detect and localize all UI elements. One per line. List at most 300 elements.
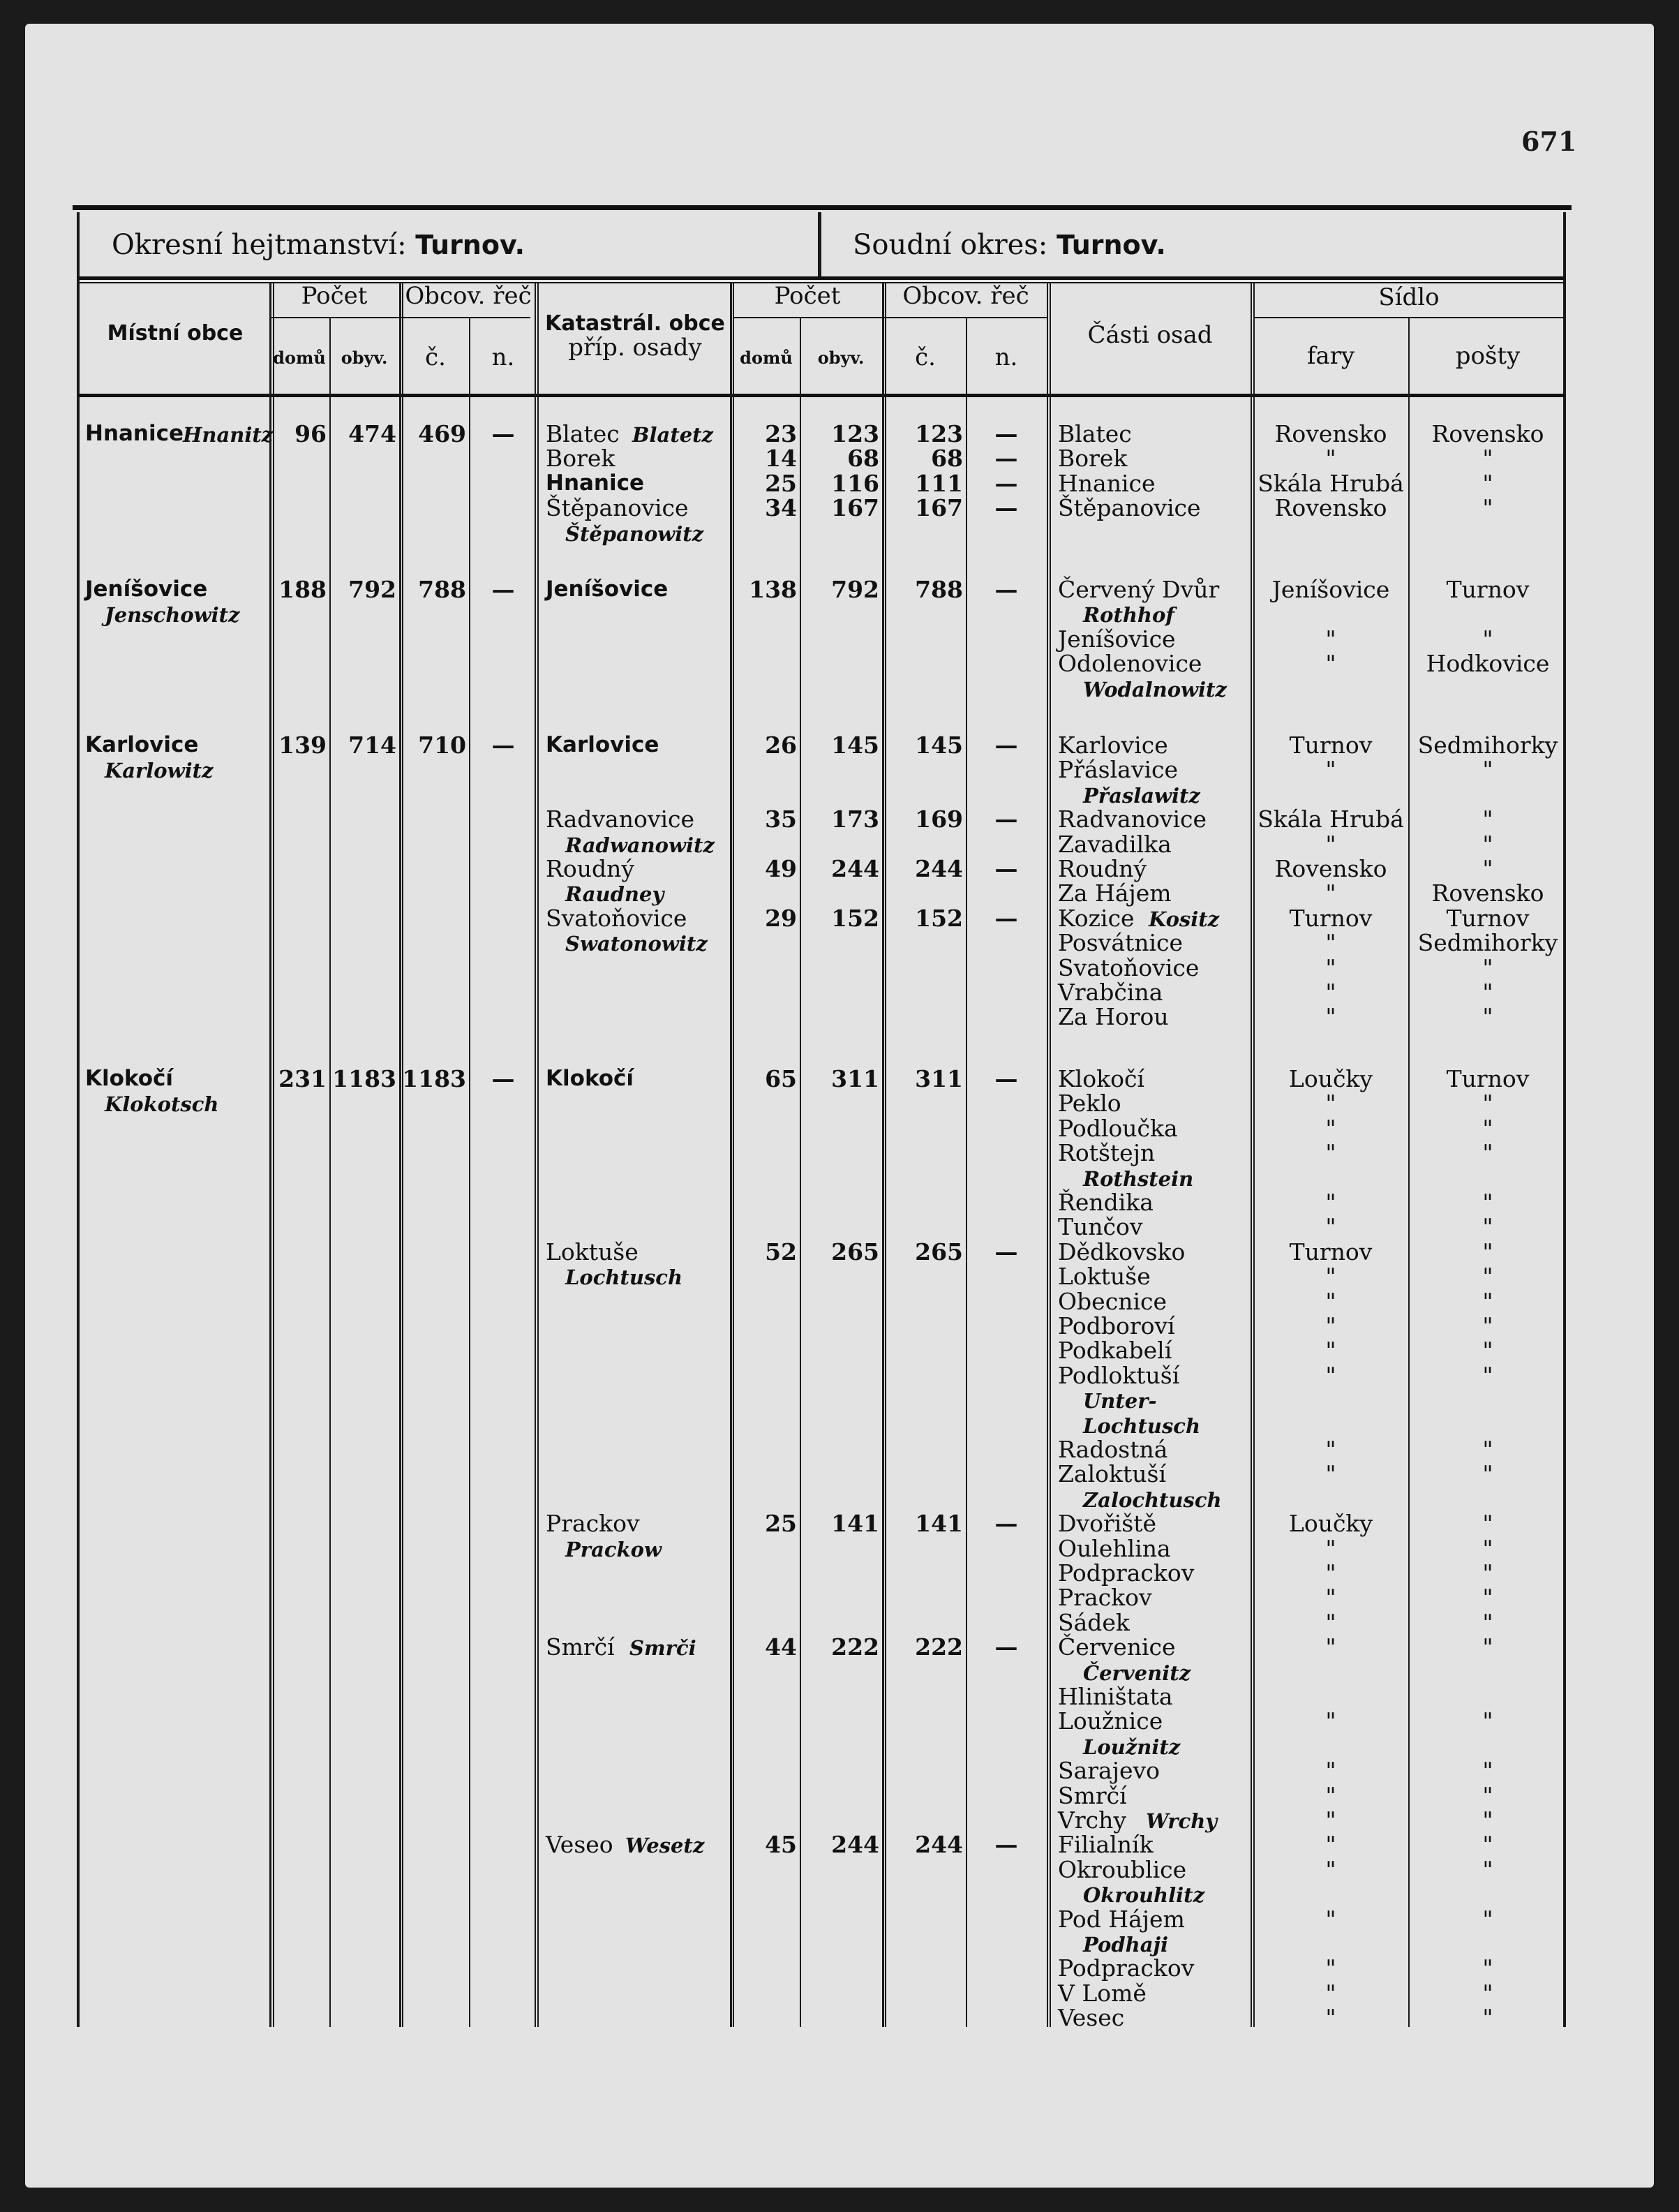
column-line xyxy=(730,282,732,2027)
settlement-part: Borek xyxy=(1058,445,1128,472)
post-office-seat: " xyxy=(1482,1954,1493,1982)
cadastral-population: 173 xyxy=(831,806,879,833)
cadastral-german: — xyxy=(994,420,1018,447)
settlement-part-german: Červenitz xyxy=(1083,1661,1191,1685)
cadastral-name: Roudný xyxy=(546,855,634,882)
cadastral-houses: 138 xyxy=(749,576,797,603)
cadastral-name: Hnanice xyxy=(546,470,645,496)
settlement-part: Štěpanovice xyxy=(1058,494,1201,521)
settlement-part: Karlovice xyxy=(1058,732,1168,759)
settlement-part: Loktuše xyxy=(1058,1263,1151,1290)
german-speakers: — xyxy=(491,420,515,447)
settlement-part: Tunčov xyxy=(1058,1213,1143,1240)
settlement-part-german: Unter- xyxy=(1083,1389,1157,1413)
cadastral-houses: 23 xyxy=(765,420,797,447)
col-n: n. xyxy=(491,343,515,371)
post-office-seat: " xyxy=(1482,1757,1493,1784)
post-office-seat: Turnov xyxy=(1446,1065,1530,1092)
top-rule xyxy=(73,205,1572,210)
col-obcov-rec-2: Obcov. řeč xyxy=(902,282,1029,310)
parish-seat: " xyxy=(1325,625,1336,653)
settlement-part-german: Kositz xyxy=(1149,907,1220,931)
col-katastr-2: příp. osady xyxy=(568,334,702,362)
parish-seat: " xyxy=(1325,1288,1336,1315)
cadastral-name: Klokočí xyxy=(546,1066,634,1091)
parish-seat: " xyxy=(1325,1584,1336,1611)
settlement-part: Filialník xyxy=(1058,1831,1154,1858)
parish-seat: Rovensko xyxy=(1274,494,1387,521)
parish-seat: " xyxy=(1325,1436,1336,1463)
cadastral-german: — xyxy=(994,1510,1018,1537)
settlement-part-german: Rothstein xyxy=(1083,1167,1194,1191)
col-c: č. xyxy=(425,343,446,371)
settlement-part: Loužnice xyxy=(1058,1707,1163,1735)
settlement-part: V Lomě xyxy=(1058,1980,1147,2007)
parish-seat: " xyxy=(1325,1460,1336,1487)
settlement-part: Sádek xyxy=(1058,1609,1130,1636)
settlement-part-german: Wodalnowitz xyxy=(1083,678,1227,702)
col-fary: fary xyxy=(1306,342,1355,370)
german-speakers: — xyxy=(491,576,515,603)
post-office-seat: Turnov xyxy=(1446,905,1530,932)
post-office-seat: " xyxy=(1482,954,1493,981)
cadastral-houses: 45 xyxy=(765,1831,797,1858)
settlement-part: Odolenovice xyxy=(1058,650,1202,677)
cadastral-population: 265 xyxy=(831,1238,879,1265)
settlement-part: Hliništata xyxy=(1058,1683,1173,1710)
parish-seat: Turnov xyxy=(1289,905,1373,932)
parish-seat: " xyxy=(1325,1312,1336,1339)
german-speakers: — xyxy=(491,1065,515,1092)
col-domu: domů xyxy=(273,348,326,368)
cadastral-german-name: Štěpanowitz xyxy=(565,522,704,546)
cadastral-german: — xyxy=(994,855,1018,882)
settlement-part: Červený Dvůr xyxy=(1058,576,1220,603)
municipality-german-name: Hnanitz xyxy=(183,423,274,447)
parish-seat: " xyxy=(1325,1633,1336,1661)
cadastral-czech: 169 xyxy=(915,806,963,833)
post-office-seat: " xyxy=(1482,1337,1493,1364)
settlement-part: Kozice xyxy=(1058,905,1135,932)
post-office-seat: " xyxy=(1482,855,1493,882)
settlement-part: Rotštejn xyxy=(1058,1139,1156,1166)
post-office-seat: " xyxy=(1482,625,1493,653)
cadastral-german: — xyxy=(994,494,1018,521)
column-line xyxy=(329,318,331,2027)
parish-seat: " xyxy=(1325,445,1336,472)
parish-seat: " xyxy=(1325,1757,1336,1784)
post-office-seat: " xyxy=(1482,1003,1493,1030)
parish-seat: Loučky xyxy=(1288,1065,1373,1092)
cadastral-houses: 49 xyxy=(765,855,797,882)
district-title xyxy=(112,229,525,261)
settlement-part: Podboroví xyxy=(1058,1312,1175,1339)
houses-count: 188 xyxy=(278,576,327,603)
page-number: 671 xyxy=(1521,126,1577,157)
settlement-part: Podloučka xyxy=(1058,1115,1178,1142)
cadastral-german: — xyxy=(994,732,1018,759)
parish-seat: " xyxy=(1325,2004,1336,2031)
municipality-name: Karlovice xyxy=(85,732,199,757)
parish-seat: Rovensko xyxy=(1274,855,1387,882)
parish-seat: " xyxy=(1325,1090,1336,1117)
post-office-seat: " xyxy=(1482,1906,1493,1933)
cadastral-german-name: Lochtusch xyxy=(565,1265,683,1289)
post-office-seat: " xyxy=(1482,831,1493,858)
col-posty: pošty xyxy=(1455,342,1521,370)
cadastral-german: — xyxy=(994,445,1018,472)
post-office-seat: " xyxy=(1482,1609,1493,1636)
settlement-part: Okroublice xyxy=(1058,1856,1187,1883)
houses-count: 96 xyxy=(294,420,327,447)
settlement-part: Smrčí xyxy=(1058,1782,1127,1809)
cadastral-czech: 167 xyxy=(915,494,963,521)
houses-count: 139 xyxy=(278,732,327,759)
cadastral-population: 311 xyxy=(831,1065,879,1092)
population-count: 792 xyxy=(348,576,396,603)
parish-seat: " xyxy=(1325,1906,1336,1933)
cadastral-population: 116 xyxy=(831,470,879,497)
post-office-seat: " xyxy=(1482,1312,1493,1339)
cadastral-population: 244 xyxy=(831,1831,879,1858)
post-office-seat: " xyxy=(1482,1213,1493,1240)
col-obyv-2: obyv. xyxy=(817,348,865,368)
cadastral-houses: 25 xyxy=(765,470,797,497)
column-line xyxy=(1050,282,1051,2027)
parish-seat: " xyxy=(1325,1954,1336,1982)
col-mistni-obec: Místní obce xyxy=(107,321,244,346)
municipality-german-name: Klokotsch xyxy=(105,1092,219,1116)
parish-seat: " xyxy=(1325,979,1336,1006)
subhdr-rule-2 xyxy=(733,317,1047,318)
population-count: 1183 xyxy=(332,1065,396,1092)
settlement-part: Vrchy xyxy=(1058,1806,1126,1834)
column-line xyxy=(966,318,967,2027)
post-office-seat: " xyxy=(1482,1139,1493,1166)
column-line xyxy=(402,282,403,2027)
parish-seat: " xyxy=(1325,1362,1336,1389)
municipality-german-name: Karlowitz xyxy=(105,759,214,782)
cadastral-czech: 152 xyxy=(915,905,963,932)
cadastral-houses: 34 xyxy=(765,494,797,521)
col-c-2: č. xyxy=(915,343,936,371)
cadastral-name: Jeníšovice xyxy=(546,577,669,602)
settlement-part: Svatoňovice xyxy=(1058,954,1200,981)
cadastral-german: — xyxy=(994,905,1018,932)
col-domu-2: domů xyxy=(740,348,793,368)
parish-seat: " xyxy=(1325,1337,1336,1364)
parish-seat: " xyxy=(1325,1003,1336,1030)
post-office-seat: Rovensko xyxy=(1431,879,1544,907)
settlement-part: Dvořiště xyxy=(1058,1510,1157,1537)
post-office-seat: " xyxy=(1482,2004,1493,2031)
cadastral-german: — xyxy=(994,1065,1018,1092)
cadastral-name: Smrčí xyxy=(546,1633,615,1661)
czech-speakers: 788 xyxy=(418,576,466,603)
cadastral-name: Svatoňovice xyxy=(546,905,687,932)
cadastral-german-name: Wesetz xyxy=(625,1834,705,1857)
cadastral-german-name: Prackow xyxy=(565,1538,662,1561)
cadastral-german: — xyxy=(994,1831,1018,1858)
settlement-part: Klokočí xyxy=(1058,1065,1144,1092)
post-office-seat: Sedmihorky xyxy=(1417,732,1558,759)
cadastral-czech: 145 xyxy=(915,732,963,759)
parish-seat: " xyxy=(1325,879,1336,907)
settlement-part: Za Horou xyxy=(1058,1003,1169,1030)
parish-seat: Turnov xyxy=(1289,732,1373,759)
parish-seat: " xyxy=(1325,1189,1336,1216)
czech-speakers: 1183 xyxy=(402,1065,466,1092)
colhdr-bottom-rule xyxy=(78,394,1565,397)
settlement-part: Podprackov xyxy=(1058,1559,1195,1587)
settlement-part: Roudný xyxy=(1058,855,1147,882)
column-line xyxy=(733,282,734,2027)
cadastral-czech: 68 xyxy=(931,445,963,472)
cadastral-german-name: Radwanowitz xyxy=(565,833,715,857)
column-line xyxy=(1047,282,1048,2027)
column-line xyxy=(273,282,274,2027)
post-office-seat: " xyxy=(1482,1436,1493,1463)
col-n-2: n. xyxy=(994,343,1018,371)
cadastral-population: 68 xyxy=(847,445,879,472)
cadastral-czech: 141 xyxy=(915,1510,963,1537)
settlement-part-german: Přaslawitz xyxy=(1083,784,1200,808)
settlement-part-german: Rothhof xyxy=(1083,603,1174,627)
cadastral-houses: 25 xyxy=(765,1510,797,1537)
parish-seat: Skála Hrubá xyxy=(1258,470,1404,497)
cadastral-german: — xyxy=(994,806,1018,833)
cadastral-name: Radvanovice xyxy=(546,806,695,833)
settlement-part: Jeníšovice xyxy=(1058,625,1176,653)
cadastral-population: 152 xyxy=(831,905,879,932)
municipality-name: Jeníšovice xyxy=(85,577,208,602)
settlement-part: Sarajevo xyxy=(1058,1757,1161,1784)
cadastral-german-name: Raudney xyxy=(565,882,664,906)
czech-speakers: 469 xyxy=(418,420,466,447)
cadastral-population: 141 xyxy=(831,1510,879,1537)
column-line xyxy=(537,282,539,2027)
municipality-german-name: Jenschowitz xyxy=(105,603,240,627)
post-office-seat: " xyxy=(1482,445,1493,472)
parish-seat: " xyxy=(1325,1213,1336,1240)
settlement-part: Dědkovsko xyxy=(1058,1238,1186,1265)
czech-speakers: 710 xyxy=(418,732,466,759)
post-office-seat: " xyxy=(1482,1831,1493,1858)
cadastral-czech: 265 xyxy=(915,1238,963,1265)
settlement-part-german: Wrchy xyxy=(1146,1809,1218,1833)
settlement-part: Podloktuší xyxy=(1058,1362,1180,1389)
parish-seat: " xyxy=(1325,1609,1336,1636)
settlement-part: Červenice xyxy=(1058,1633,1176,1661)
cadastral-german-name: Swatonowitz xyxy=(565,932,708,956)
cadastral-houses: 35 xyxy=(765,806,797,833)
municipality-name: Hnanice xyxy=(85,421,184,446)
parish-seat: Turnov xyxy=(1289,1238,1373,1265)
post-office-seat: " xyxy=(1482,1263,1493,1290)
post-office-seat: Sedmihorky xyxy=(1417,929,1558,956)
settlement-part-german: Loužnitz xyxy=(1083,1735,1181,1759)
settlement-part-german: Podhaji xyxy=(1083,1933,1169,1957)
cadastral-german: — xyxy=(994,1238,1018,1265)
post-office-seat: " xyxy=(1482,1510,1493,1537)
german-speakers: — xyxy=(491,732,515,759)
court-value: Turnov. xyxy=(1056,230,1166,260)
parish-seat: " xyxy=(1325,954,1336,981)
post-office-seat: " xyxy=(1482,756,1493,783)
cadastral-name: Štěpanovice xyxy=(546,494,689,521)
cadastral-german-name: Smrči xyxy=(629,1636,696,1660)
settlement-part-german: Okrouhlitz xyxy=(1083,1883,1205,1907)
settlement-part-german: Zalochtusch xyxy=(1083,1488,1222,1512)
column-line xyxy=(1251,282,1252,2027)
parish-seat: " xyxy=(1325,929,1336,956)
post-office-seat: " xyxy=(1482,1806,1493,1834)
houses-count: 231 xyxy=(278,1065,327,1092)
parish-seat: " xyxy=(1325,1856,1336,1883)
parish-seat: " xyxy=(1325,1980,1336,2007)
municipality-name: Klokočí xyxy=(85,1066,174,1091)
cadastral-population: 792 xyxy=(831,576,879,603)
district-value: Turnov. xyxy=(415,230,525,260)
parish-seat: " xyxy=(1325,1559,1336,1587)
post-office-seat: " xyxy=(1482,1090,1493,1117)
cadastral-czech: 222 xyxy=(915,1633,963,1661)
cadastral-czech: 111 xyxy=(915,470,963,497)
settlement-part: Peklo xyxy=(1058,1090,1121,1117)
cadastral-houses: 65 xyxy=(765,1065,797,1092)
settlement-part: Oulehlina xyxy=(1058,1535,1171,1562)
post-office-seat: " xyxy=(1482,1460,1493,1487)
col-pocet: Počet xyxy=(301,282,368,310)
cadastral-name: Karlovice xyxy=(546,732,659,757)
parish-seat: " xyxy=(1325,1263,1336,1290)
post-office-seat: " xyxy=(1482,1856,1493,1883)
parish-seat: " xyxy=(1325,1782,1336,1809)
cadastral-czech: 244 xyxy=(915,855,963,882)
settlement-part: Posvátnice xyxy=(1058,929,1184,956)
col-obyv: obyv. xyxy=(341,348,388,368)
cadastral-population: 145 xyxy=(831,732,879,759)
col-obcov-rec: Obcov. řeč xyxy=(405,282,532,310)
cadastral-czech: 244 xyxy=(915,1831,963,1858)
column-line xyxy=(885,282,886,2027)
parish-seat: " xyxy=(1325,1115,1336,1142)
settlement-part: Prackov xyxy=(1058,1584,1152,1611)
parish-seat: " xyxy=(1325,1139,1336,1166)
parish-seat: " xyxy=(1325,1831,1336,1858)
settlement-part: Blatec xyxy=(1058,420,1132,447)
cadastral-name: Loktuše xyxy=(546,1238,639,1265)
cadastral-population: 222 xyxy=(831,1633,879,1661)
post-office-seat: " xyxy=(1482,494,1493,521)
column-line xyxy=(1408,318,1410,2027)
cadastral-name: Borek xyxy=(546,445,615,472)
frame-left xyxy=(77,212,80,2027)
cadastral-houses: 14 xyxy=(765,445,797,472)
settlement-part: Radostná xyxy=(1058,1436,1168,1463)
post-office-seat: " xyxy=(1482,470,1493,497)
post-office-seat: " xyxy=(1482,979,1493,1006)
cadastral-czech: 311 xyxy=(915,1065,963,1092)
post-office-seat: " xyxy=(1482,1238,1493,1265)
cadastral-houses: 44 xyxy=(765,1633,797,1661)
parish-seat: Jeníšovice xyxy=(1271,576,1390,603)
district-label: Okresní hejtmanství: xyxy=(112,229,407,261)
header-divider xyxy=(818,212,821,276)
settlement-part: Řendika xyxy=(1058,1189,1154,1216)
settlement-part: Vrabčina xyxy=(1058,979,1163,1006)
population-count: 714 xyxy=(348,732,396,759)
parish-seat: " xyxy=(1325,650,1336,677)
post-office-seat: Rovensko xyxy=(1431,420,1544,447)
cadastral-name: Blatec xyxy=(546,420,620,447)
post-office-seat: " xyxy=(1482,1633,1493,1661)
cadastral-german-name: Blatetz xyxy=(632,423,714,447)
parish-seat: Loučky xyxy=(1288,1510,1373,1537)
column-line xyxy=(882,282,884,2027)
settlement-part: Přáslavice xyxy=(1058,756,1179,783)
post-office-seat: " xyxy=(1482,1584,1493,1611)
column-line xyxy=(399,282,401,2027)
settlement-part: Zaloktuší xyxy=(1058,1460,1167,1487)
col-casti-osad: Části osad xyxy=(1087,321,1213,349)
column-line xyxy=(800,318,801,2027)
cadastral-czech: 123 xyxy=(915,420,963,447)
cadastral-czech: 788 xyxy=(915,576,963,603)
post-office-seat: " xyxy=(1482,1707,1493,1735)
parish-seat: " xyxy=(1325,756,1336,783)
settlement-part: Pod Hájem xyxy=(1058,1906,1185,1933)
post-office-seat: " xyxy=(1482,1288,1493,1315)
court-label: Soudní okres: xyxy=(853,229,1048,261)
column-line xyxy=(469,318,470,2027)
parish-seat: " xyxy=(1325,1806,1336,1834)
cadastral-houses: 26 xyxy=(765,732,797,759)
post-office-seat: Hodkovice xyxy=(1426,650,1550,677)
post-office-seat: " xyxy=(1482,1535,1493,1562)
cadastral-german: — xyxy=(994,470,1018,497)
cadastral-population: 244 xyxy=(831,855,879,882)
column-line xyxy=(535,282,536,2027)
parish-seat: " xyxy=(1325,1535,1336,1562)
settlement-part-german: Lochtusch xyxy=(1083,1414,1201,1438)
cadastral-population: 167 xyxy=(831,494,879,521)
parish-seat: Skála Hrubá xyxy=(1258,806,1404,833)
parish-seat: Rovensko xyxy=(1274,420,1387,447)
settlement-part: Radvanovice xyxy=(1058,806,1207,833)
settlement-part: Za Hájem xyxy=(1058,879,1172,907)
cadastral-german: — xyxy=(994,1633,1018,1661)
post-office-seat: " xyxy=(1482,1980,1493,2007)
settlement-part: Podprackov xyxy=(1058,1954,1195,1982)
column-line xyxy=(269,282,271,2027)
col-sidlo: Sídlo xyxy=(1378,283,1440,311)
cadastral-population: 123 xyxy=(831,420,879,447)
parish-seat: " xyxy=(1325,831,1336,858)
settlement-part: Podkabelí xyxy=(1058,1337,1172,1364)
post-office-seat: " xyxy=(1482,1559,1493,1587)
cadastral-german: — xyxy=(994,576,1018,603)
population-count: 474 xyxy=(348,420,396,447)
parish-seat: " xyxy=(1325,1707,1336,1735)
settlement-part: Hnanice xyxy=(1058,470,1156,497)
post-office-seat: " xyxy=(1482,1115,1493,1142)
post-office-seat: " xyxy=(1482,806,1493,833)
cadastral-houses: 29 xyxy=(765,905,797,932)
header-rule xyxy=(78,276,1565,280)
settlement-part: Vesec xyxy=(1058,2004,1125,2031)
col-katastr-1: Katastrál. obce xyxy=(545,311,725,336)
